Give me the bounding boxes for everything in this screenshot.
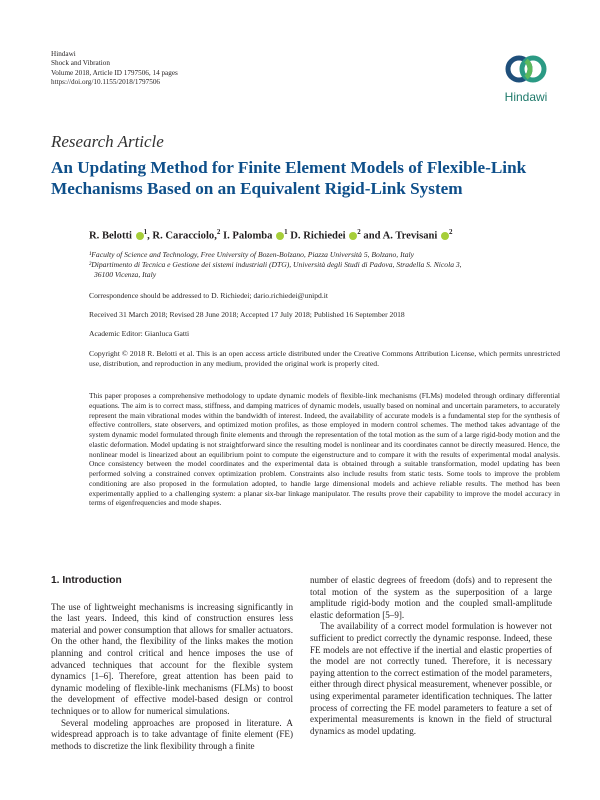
body-column-left <box>51 573 293 752</box>
author-name: R. Belotti <box>89 230 132 242</box>
body-paragraph: number of elastic degrees of freedom (dofs) and to represent the total motion of the system as the superposition of a large amplitude rigid-body motion and the coupled small-amplitude elastic deformation [5–9]. <box>310 575 552 620</box>
hindawi-logo <box>494 49 558 105</box>
correspondence: Correspondence should be addressed to D. Richiedei; dario.richiedei@unipd.it <box>89 291 328 300</box>
affiliations <box>89 250 559 280</box>
logo-text: Hindawi <box>504 90 548 104</box>
journal-name: Shock and Vibration <box>51 59 110 68</box>
orcid-icon[interactable] <box>441 232 449 240</box>
author-name: D. Richiedei <box>290 230 346 242</box>
author-affiliation-mark: 2 <box>357 228 361 236</box>
author-conjunction: and <box>363 230 381 242</box>
paper-title: An Updating Method for Finite Element Models of Flexible-Link Mechanisms Based on an Equivalent Rigid-Link System <box>51 158 527 198</box>
affiliation-line: 36100 Vicenza, Italy <box>94 270 157 279</box>
section-heading: 1. Introduction <box>51 575 122 586</box>
abstract: This paper proposes a comprehensive methodology to update dynamic models of flexible-link mechanisms (FLMs) modeled through ordinary differential equations. The aim is to correct mass, stiffness, and damping matrices of dynamic models, usually based on nominal and uncertain parameters, to accurately represent the main vibrational modes within the bandwidth of interest. Indeed, the availability of accurate models is a fundamental step for the synthesis of effective controllers, state observers, and optimized motion profiles, as those employed in modern control schemes. The method takes advantage of the system dynamic model formulated through finite elements and through the representation of the total motion as the sum of a large rigid-body motion and the elastic deformation. Model updating is not straightforward since the resulting model is nonlinear and its coordinates cannot be directly measured. Hence, the nonlinear model is linearized about an equilibrium point to compute the eigenstructure and to compare it with the results of experimental modal analysis. Once consistency between the model coordinates and the experimental data is obtained through a suitable transformation, model updating has been performed solving a constrained convex optimization problem. Constraints also include results from static tests. Some tools to improve the problem conditioning are also proposed in the formulation adopted, to handle large dimensional models and achieve reliable results. The method has been experimentally applied to a challenging system: a planar six-bar linkage manipulator. The results prove their capability to improve the model accuracy in terms of eigenfrequencies and mode shapes. <box>89 391 560 508</box>
body-paragraph: Several modeling approaches are proposed in literature. A widespread approach is to take advantage of finite element (FE) methods to discretize the link flexibility through a finite <box>51 717 293 751</box>
author-affiliation-mark: 1 <box>284 228 288 236</box>
author-name: A. Trevisani <box>382 230 438 242</box>
doi-link[interactable]: https://doi.org/10.1155/2018/1797506 <box>51 78 161 87</box>
body-paragraph: The availability of a correct model formulation is however not sufficient to predict correctly the dynamic response. Indeed, these FE models are not effective if the inertial and elastic properties of the model are not correctly tuned. Therefore, it is necessary paying attention to the correct estimation of the model parameters, either through direct physical measurement, whenever possible, or using experimental parameter identification techniques. The latter process of correcting the FE model parameters to feature a set of experimental measurements is known in the field of structural dynamics as model updating. <box>310 621 552 736</box>
author-affiliation-mark: 1 <box>143 228 148 236</box>
affiliation-line: ²Dipartimento di Tecnica e Gestione dei sistemi industriali (DTG), Università degli Studi di Padova, Stradella S. Nicola 3, <box>89 260 462 269</box>
hindawi-logo-icon <box>504 49 548 89</box>
body-paragraph: The use of lightweight mechanisms is increasing significantly in the last years. Indeed, this kind of construction ensures less material and power consumption that allows for smaller actuators. On the other hand, the flexibility of the links makes the motion planning and control critical and hence imposes the use of advanced techniques that account for the flexible system dynamics [1–6]. Therefore, great attention has been paid to dynamic modeling of flexible-link mechanisms (FLMs) to boost the development of effective model-based design or control techniques or to allow for numerical simulations. <box>51 601 293 716</box>
author-affiliation-mark: 2 <box>449 228 453 236</box>
copyright-notice: Copyright © 2018 R. Belotti et al. This is an open access article distributed under the Creative Commons Attribution License, which permits unrestricted use, distribution, and reproduction in any medium, provided the original work is properly cited. <box>89 349 560 368</box>
publisher-name: Hindawi <box>51 50 76 58</box>
volume-info: Volume 2018, Article ID 1797506, 14 pages <box>51 68 178 77</box>
author-affiliation-mark: 2 <box>216 228 221 236</box>
academic-editor: Academic Editor: Gianluca Gatti <box>89 329 190 338</box>
author-name: R. Caracciolo, <box>152 230 217 242</box>
author-list: R. Belotti $^1$, R. Caracciolo,$^2$ I. Palomba $^1$ D. Richiedei $^2$ and A. Trevisani $^2$ <box>89 228 453 242</box>
journal-header <box>51 50 251 88</box>
affiliation-line: ¹Faculty of Science and Technology, Free University of Bozen-Bolzano, Piazza Università 5, Bolzano, Italy <box>89 250 415 259</box>
orcid-icon[interactable] <box>276 232 284 240</box>
body-column-right <box>310 575 552 737</box>
article-type: Research Article <box>51 132 164 151</box>
publication-dates: Received 31 March 2018; Revised 28 June 2018; Accepted 17 July 2018; Published 16 September 2018 <box>89 310 405 319</box>
orcid-icon[interactable] <box>136 232 144 240</box>
author-name: I. Palomba <box>223 230 273 242</box>
